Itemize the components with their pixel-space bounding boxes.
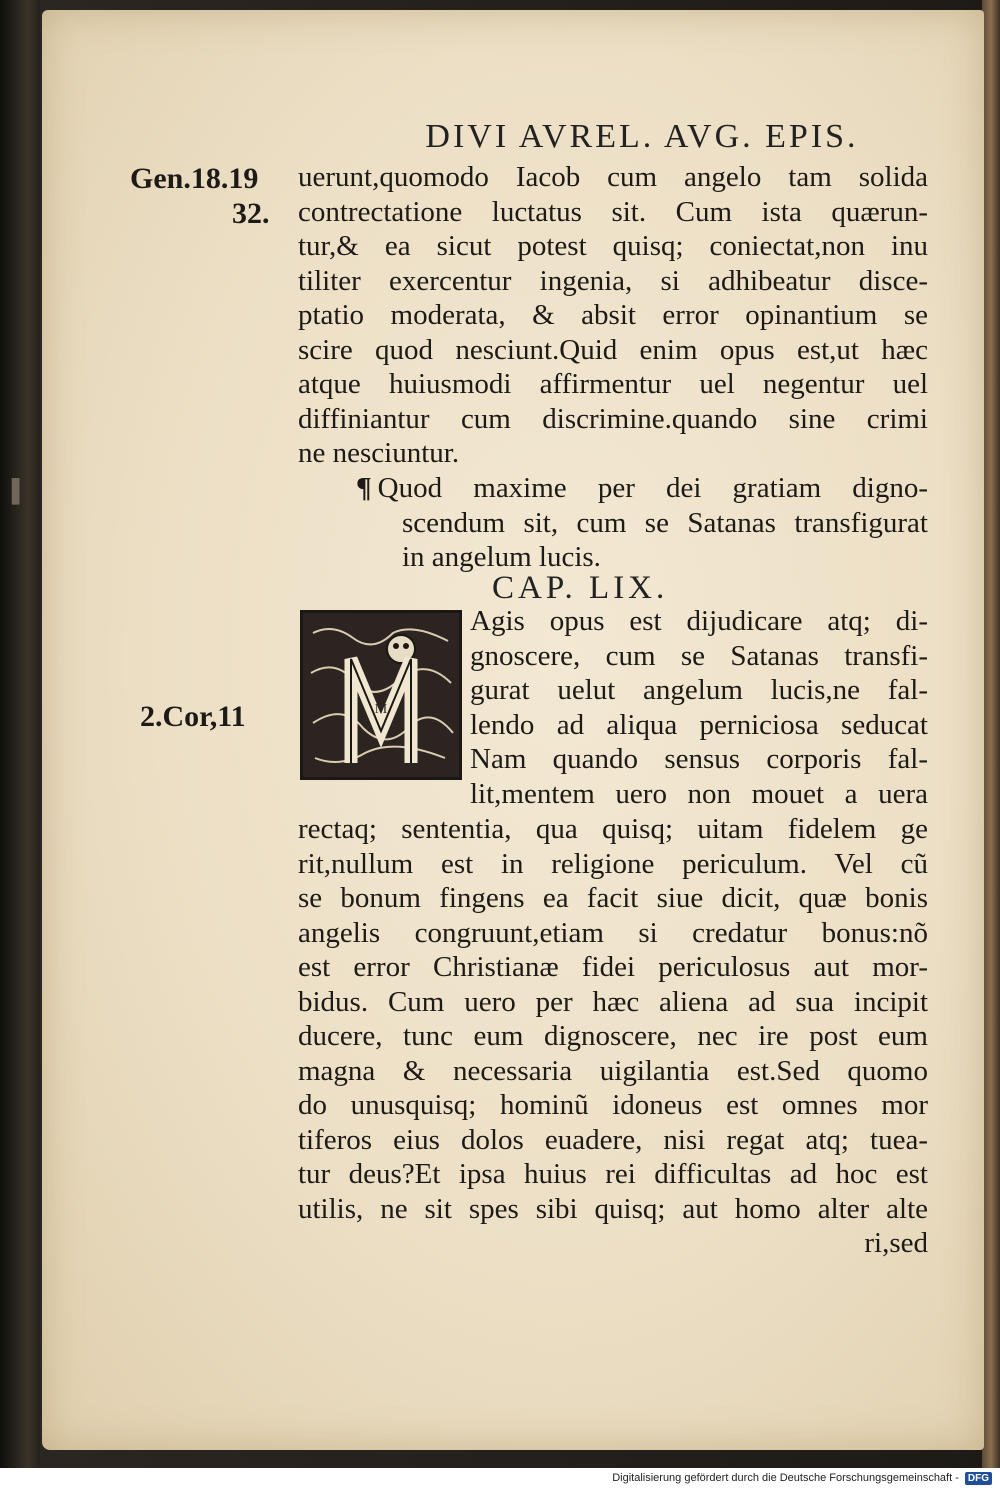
- chapter-body: [298, 812, 928, 1261]
- text-line: angelis congruunt,etiam si credatur bonus:nõ: [298, 916, 928, 949]
- text-line: Nam quando sensus corporis fal-: [470, 743, 928, 775]
- text-line: utilis, ne sit spes sibi quisq; aut homo alter alte: [298, 1192, 928, 1225]
- chapter-heading: CAP. LIX.: [492, 570, 669, 606]
- pilcrow-icon: ¶: [356, 472, 372, 504]
- text-line: atque huiusmodi affirmentur uel negentur uel: [298, 368, 928, 400]
- text-line: gurat uelut angelum lucis,ne fal-: [470, 674, 928, 706]
- text-line: est error Christianæ fidei periculosus aut mor-: [298, 951, 928, 983]
- text-line: magna & necessaria uigilantia est.Sed quomo: [298, 1054, 928, 1087]
- woodcut-initial-m: [300, 610, 462, 780]
- initial-letter: M: [374, 702, 388, 717]
- text-line: bidus. Cum uero per hæc aliena ad sua incipit: [298, 985, 928, 1018]
- text-line: do unusquisq; hominũ idoneus est omnes mor: [298, 1089, 928, 1121]
- catchword: ri,sed: [864, 1227, 928, 1259]
- text-line: tur,& ea sicut potest quisq; coniectat,non inu: [298, 230, 928, 262]
- book-edge-left: [0, 0, 40, 1468]
- text-line: se bonum fingens ea facit siue dicit, quæ bonis: [298, 882, 928, 914]
- text-line: tiferos eius dolos euadere, nisi regat atq; tuea-: [298, 1123, 928, 1156]
- text-line: uerunt,quomodo Iacob cum angelo tam solida: [298, 161, 928, 193]
- text-line: rectaq; sententia, qua quisq; uitam fidelem ge: [298, 813, 928, 845]
- top-paragraph: [298, 160, 928, 471]
- text-line: ptatio moderata, & absit error opinantium se: [298, 299, 928, 331]
- text-line: rit,nullum est in religione periculum. Vel cũ: [298, 847, 928, 880]
- text-line: Agis opus est dijudicare atq; di-: [470, 605, 928, 637]
- text-line: scire quod nesciunt.Quid enim opus est,ut hæc: [298, 333, 928, 366]
- text-line: tur deus?Et ipsa huius rei difficultas ad hoc est: [298, 1158, 928, 1190]
- text-line: lit,mentem uero non mouet a uera: [470, 777, 928, 810]
- book-edge-right: [982, 0, 1000, 1468]
- summary-line: Quod maxime per dei gratiam digno-: [377, 472, 928, 504]
- running-head: DIVI AVREL. AVG. EPIS.: [425, 118, 859, 155]
- book-page: [42, 10, 984, 1450]
- summary-line: scendum sit, cum se Satanas transfigurat: [402, 506, 928, 539]
- text-line: contrectatione luctatus sit. Cum ista quærun-: [298, 195, 928, 228]
- chapter-summary: [356, 470, 928, 574]
- bleed-mark: ▐: [4, 478, 20, 503]
- text-line: tiliter exercentur ingenia, si adhibeatur disce-: [298, 264, 928, 297]
- margin-note-genesis: Gen.18.19: [130, 162, 259, 195]
- funding-credit: Digitalisierung gefördert durch die Deutsche Forschungsgemeinschaft -: [612, 1472, 959, 1484]
- dfg-logo-icon: DFG: [965, 1472, 992, 1485]
- text-line: gnoscere, cum se Satanas transfi-: [470, 639, 928, 672]
- margin-note-verse: 32.: [232, 197, 270, 230]
- footer-bar: [0, 1468, 1000, 1488]
- text-line: ne nesciuntur.: [298, 437, 460, 469]
- text-line: lendo ad aliqua perniciosa seducat: [470, 708, 928, 741]
- woodcut-initial-icon: [303, 613, 459, 777]
- summary-line: in angelum lucis.: [402, 541, 601, 573]
- text-line: diffiniantur cum discrimine.quando sine crimi: [298, 402, 928, 435]
- margin-note-corinthians: 2.Cor,11: [140, 700, 246, 733]
- text-line: ducere, tunc eum dignoscere, nec ire post eum: [298, 1020, 928, 1052]
- chapter-opening: [470, 604, 928, 811]
